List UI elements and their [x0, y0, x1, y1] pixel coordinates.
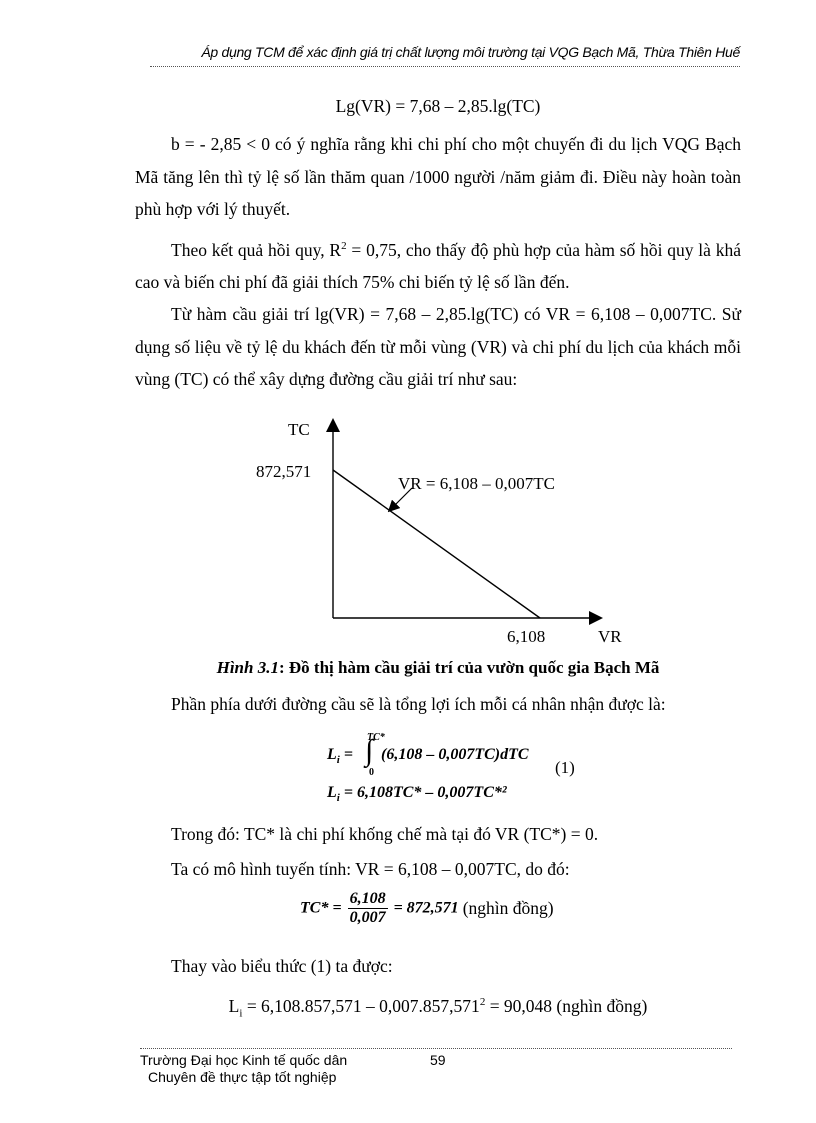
tcstar-lhs: TC* =: [300, 899, 342, 917]
paragraph-total-benefit: Phần phía dưới đường cầu sẽ là tổng lợi ích mỗi cá nhân nhận được là:: [171, 694, 666, 714]
x-axis-label: VR: [598, 627, 622, 646]
paragraph-demand-function: Từ hàm cầu giải trí lg(VR) = 7,68 – 2,85.lg(TC) có VR = 6,108 – 0,007TC. Sử dụng số liệu về tỷ lệ du khách đến từ mỗi vùng (VR) và chi phí du lịch của khách mỗi vùng (TC) có thể xây dựng đường cầu giải trí như sau:: [135, 304, 741, 389]
integral-lhs: $L_i$ =: [327, 746, 353, 767]
r-squared-sup: 2: [341, 240, 347, 252]
final-equation: [135, 986, 741, 1029]
r-squared-text-before: Theo kết quả hồi quy, R: [171, 239, 342, 260]
x-tick-label: 6,108: [507, 627, 546, 646]
final-equation-rest: = 90,048 (nghìn đồng): [485, 995, 648, 1016]
final-equation-sup: 2: [479, 996, 486, 1008]
tcstar-numerator: 6,108: [349, 890, 386, 907]
equation-log: Lg(VR) = 7,68 – 2,85.lg(TC): [335, 96, 541, 116]
y-tick-label: 872,571: [256, 462, 312, 481]
integral-integrand: (6,108 – 0,007TC)dTC: [381, 746, 529, 763]
tcstar-denominator: 0,007: [349, 909, 386, 926]
equation-number: (1): [555, 758, 575, 777]
page-header: Áp dụng TCM để xác định giá trị chất lượng môi trường tại VQG Bạch Mã, Thừa Thiên Huế: [150, 44, 740, 67]
paragraph-coefficient: b = - 2,85 < 0 có ý nghĩa rằng khi chi phí cho một chuyến đi du lịch VQG Bạch Mã tăng lên thì tỷ lệ số lần thăm quan /1000 người /năm giảm đi. Điều này hoàn toàn phù hợp với lý thuyết.: [135, 134, 741, 219]
final-equation-lhs: L: [228, 995, 240, 1016]
figure-caption-text: : Đồ thị hàm cầu giải trí của vườn quốc gia Bạch Mã: [278, 658, 660, 677]
figure-caption-label: Hình 3.1: [216, 658, 279, 677]
page-footer: [140, 1048, 732, 1086]
integral-result-symbol: L: [327, 784, 337, 801]
figure-caption: [135, 652, 741, 684]
paragraph-r-squared: [135, 230, 741, 299]
integral-result-sub: i: [336, 792, 340, 805]
paragraph-tc-star: Trong đó: TC* là chi phí khống chế mà tại đó VR (TC*) = 0.: [171, 824, 599, 844]
tcstar-fraction: [348, 890, 388, 927]
integral-lhs-symbol: L: [327, 746, 337, 763]
page-number: 59: [430, 1052, 446, 1068]
footer-subtitle: Chuyên đề thực tập tốt nghiệp: [148, 1069, 337, 1085]
integral-result: $L_i = 6,108TC* - 0,007TC*^2$: [327, 784, 507, 805]
paragraph-substitute: Thay vào biểu thức (1) ta được:: [171, 956, 393, 976]
paragraph-linear-model: Ta có mô hình tuyến tính: VR = 6,108 – 0,007TC, do đó:: [171, 859, 570, 879]
final-equation-body: = 6,108.857,571 – 0,007.857,571: [242, 995, 480, 1016]
integral-formula: [325, 730, 625, 808]
tcstar-unit: (nghìn đồng): [462, 898, 554, 918]
r-squared-text-after: = 0,75, cho thấy độ phù hợp của hàm số hồi quy là khá cao và biến chi phí đã giải thích 75% chi biến tỷ lệ số lần đến.: [135, 239, 741, 293]
demand-chart: [0, 405, 816, 665]
integral-upper-limit: TC*: [367, 732, 385, 743]
final-equation-sub: i: [239, 1007, 243, 1020]
integral-lower-limit: 0: [369, 767, 374, 778]
integral-sign: ∫: [365, 734, 374, 767]
tcstar-rhs: = 872,571: [393, 899, 459, 917]
chart-annotation: VR = 6,108 – 0,007TC: [398, 474, 555, 493]
footer-school: Trường Đại học Kinh tế quốc dân: [140, 1052, 348, 1068]
integral-lhs-sub: i: [336, 754, 340, 767]
tcstar-formula: [300, 890, 554, 938]
y-axis-label: TC: [288, 420, 310, 439]
integral-result-body: 6,108TC* – 0,007TC*²: [356, 784, 507, 801]
